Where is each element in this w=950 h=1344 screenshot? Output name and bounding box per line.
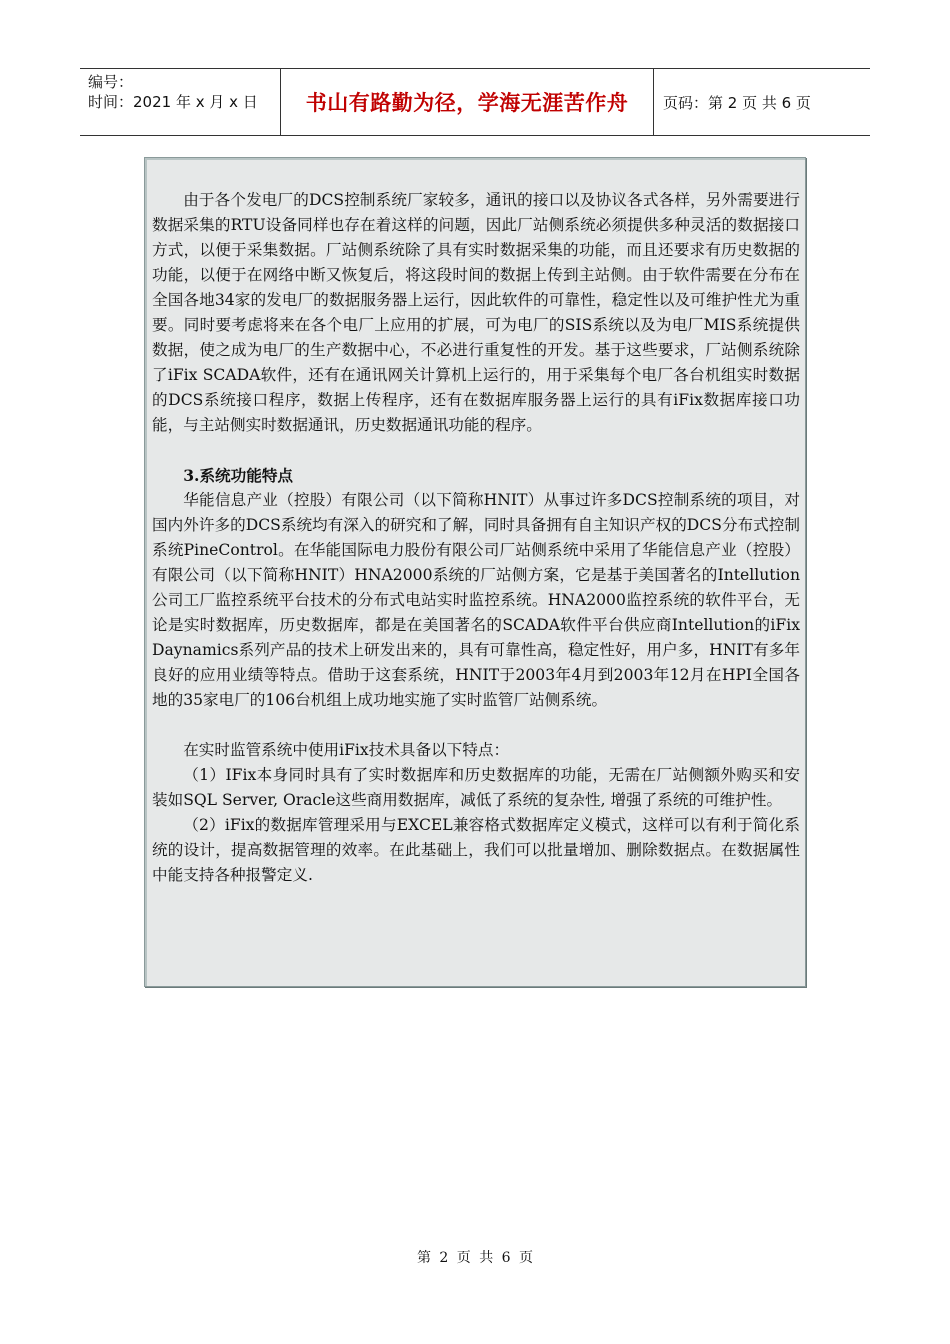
section-title: 3.系统功能特点 — [183, 466, 294, 485]
code-label: 编号： — [88, 73, 134, 91]
paragraph-feature-1: （1）IFix本身同时具有了实时数据库和历史数据库的功能，无需在厂站侧额外购买和安装如SQL Server, Oracle这些商用数据库，减低了系统的复杂性, 增强了系统的可维护性。 — [152, 766, 800, 809]
paragraph-intro: 由于各个发电厂的DCS控制系统厂家较多，通讯的接口以及协议各式各样，另外需要进行数据采集的RTU设备同样也存在着这样的问题，因此厂站侧系统必须提供多种灵活的数据接口方式，以便于采集数据。厂站侧系统除了具有实时数据采集的功能，而且还要求有历史数据的功能，以便于在网络中断又恢复后，将这段时间的数据上传到主站侧。由于软件需要在分布在全国各地34家的发电厂的数据服务器上运行，因此软件的可靠性，稳定性以及可维护性尤为重要。同时要考虑将来在各个电厂上应用的扩展，可为电厂的SIS系统以及为电厂MIS系统提供数据，使之成为电厂的生产数据中心，不必进行重复性的开发。基于这些要求，厂站侧系统除了iFix SCADA软件，还有在通讯网关计算机上运行的，用于采集每个电厂各台机组实时数据的DCS系统接口程序，数据上传程序，还有在数据库服务器上运行的具有iFix数据库接口功能，与主站侧实时数据通讯，历史数据通讯功能的程序。 — [152, 191, 800, 434]
paragraph-company: 华能信息产业（控股）有限公司（以下简称HNIT）从事过许多DCS控制系统的项目，对国内外许多的DCS系统均有深入的研究和了解，同时具备拥有自主知识产权的DCS分布式控制系统PineControl。在华能国际电力股份有限公司厂站侧系统中采用了华能信息产业（控股）有限公司（以下简称HNIT）HNA2000系统的厂站侧方案，它是基于美国著名的Intellution公司工厂监控系统平台技术的分布式电站实时监控系统。HNA2000监控系统的软件平台，无论是实时数据库，历史数据库，都是在美国著名的SCADA软件平台供应商Intellution的iFix Daynamics系列产品的技术上研发出来的，具有可靠性高，稳定性好，用户多，HNIT有多年良好的应用业绩等特点。借助于这套系统，HNIT于2003年4月到2003年12月在HPI全国各地的35家电厂的106台机组上成功地实施了实时监管厂站侧系统。 — [152, 491, 800, 709]
paragraph-features-intro: 在实时监管系统中使用iFix技术具备以下特点： — [183, 741, 510, 759]
page-info: 页码：第 2 页 共 6 页 — [663, 93, 811, 112]
motto-text: 书山有路勤为径，学海无涯苦作舟 — [305, 91, 629, 115]
document-body — [152, 188, 800, 888]
page-footer: 第 2 页 共 6 页 — [416, 1250, 534, 1266]
header-meta-cell — [80, 69, 281, 135]
header-table — [80, 68, 870, 136]
header-motto-cell — [281, 69, 654, 135]
content-box — [144, 157, 806, 987]
paragraph-feature-2: （2）iFix的数据库管理采用与EXCEL兼容格式数据库定义模式，这样可以有利于简化系统的设计，提高数据管理的效率。在此基础上，我们可以批量增加、删除数据点。在数据属性中能支持各种报警定义. — [152, 816, 800, 884]
time-label: 时间：2021 年 x 月 x 日 — [88, 93, 258, 111]
header-page-cell — [654, 69, 870, 135]
